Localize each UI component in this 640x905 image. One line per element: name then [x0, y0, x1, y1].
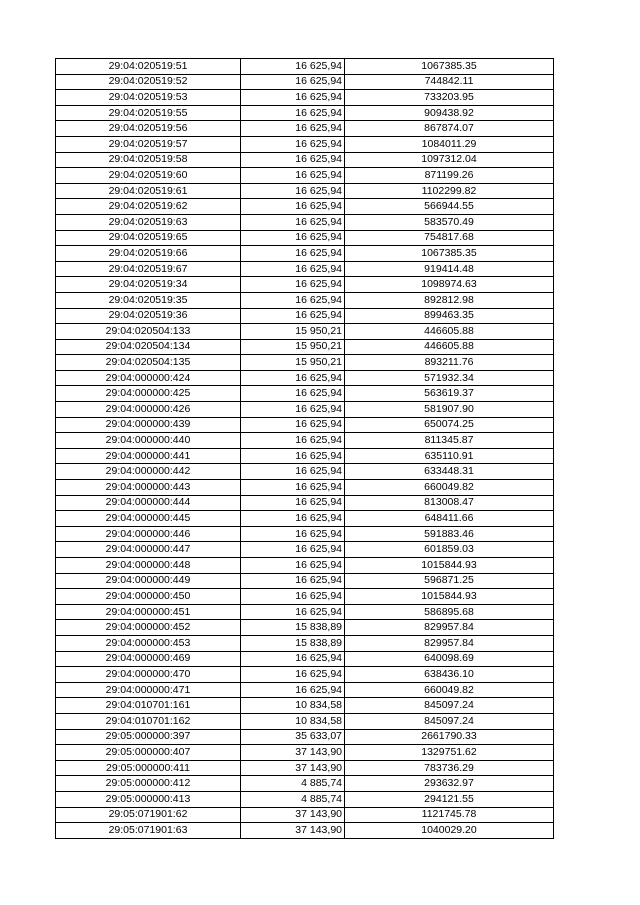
table-row [56, 168, 554, 184]
cadastral-value-cell: 919414.48 [345, 261, 554, 277]
cadastral-value-cell: 845097.24 [345, 698, 554, 714]
area-cell: 10 834,58 [241, 698, 345, 714]
cadastral-value-cell: 660049.82 [345, 682, 554, 698]
cadastral-value-cell: 446605.88 [345, 324, 554, 340]
area-cell: 16 625,94 [241, 526, 345, 542]
table-row [56, 464, 554, 480]
area-cell: 37 143,90 [241, 745, 345, 761]
cadastral-number-cell: 29:04:020519:52 [56, 74, 241, 90]
table-row [56, 573, 554, 589]
area-cell: 16 625,94 [241, 370, 345, 386]
cadastral-number-cell: 29:04:020519:57 [56, 136, 241, 152]
cadastral-number-cell: 29:04:020519:58 [56, 152, 241, 168]
area-cell: 15 838,89 [241, 635, 345, 651]
cadastral-value-cell: 783736.29 [345, 760, 554, 776]
area-cell: 16 625,94 [241, 448, 345, 464]
table-row [56, 745, 554, 761]
area-cell: 16 625,94 [241, 589, 345, 605]
area-cell: 16 625,94 [241, 433, 345, 449]
table-row [56, 542, 554, 558]
cadastral-value-cell: 1015844.93 [345, 558, 554, 574]
table-row [56, 604, 554, 620]
area-cell: 16 625,94 [241, 152, 345, 168]
cadastral-number-cell: 29:04:020504:133 [56, 324, 241, 340]
area-cell: 16 625,94 [241, 495, 345, 511]
cadastral-number-cell: 29:04:020519:51 [56, 59, 241, 75]
cadastral-value-cell: 829957.84 [345, 635, 554, 651]
cadastral-number-cell: 29:04:010701:162 [56, 713, 241, 729]
area-cell: 16 625,94 [241, 105, 345, 121]
area-cell: 16 625,94 [241, 230, 345, 246]
cadastral-number-cell: 29:04:000000:447 [56, 542, 241, 558]
cadastral-value-cell: 586895.68 [345, 604, 554, 620]
cadastral-value-cell: 744842.11 [345, 74, 554, 90]
cadastral-value-cell: 648411.66 [345, 511, 554, 527]
cadastral-value-cell: 899463.35 [345, 308, 554, 324]
table-row [56, 635, 554, 651]
table-row [56, 121, 554, 137]
cadastral-value-cell: 1067385.35 [345, 59, 554, 75]
table-row [56, 620, 554, 636]
area-cell: 16 625,94 [241, 573, 345, 589]
cadastral-value-cell: 829957.84 [345, 620, 554, 636]
area-cell: 16 625,94 [241, 682, 345, 698]
cadastral-value-cell: 811345.87 [345, 433, 554, 449]
table-row [56, 199, 554, 215]
cadastral-number-cell: 29:04:010701:161 [56, 698, 241, 714]
cadastral-value-cell: 892812.98 [345, 292, 554, 308]
cadastral-value-cell: 2661790.33 [345, 729, 554, 745]
area-cell: 16 625,94 [241, 464, 345, 480]
cadastral-number-cell: 29:04:000000:446 [56, 526, 241, 542]
table-row [56, 698, 554, 714]
cadastral-number-cell: 29:04:000000:426 [56, 402, 241, 418]
table-row [56, 183, 554, 199]
area-cell: 16 625,94 [241, 214, 345, 230]
cadastral-number-cell: 29:04:020519:36 [56, 308, 241, 324]
table-row [56, 682, 554, 698]
cadastral-value-cell: 909438.92 [345, 105, 554, 121]
table-row [56, 292, 554, 308]
area-cell: 15 950,21 [241, 339, 345, 355]
cadastral-number-cell: 29:04:020519:55 [56, 105, 241, 121]
table-row [56, 480, 554, 496]
area-cell: 16 625,94 [241, 121, 345, 137]
area-cell: 4 885,74 [241, 776, 345, 792]
table-row [56, 136, 554, 152]
cadastral-number-cell: 29:04:000000:442 [56, 464, 241, 480]
cadastral-number-cell: 29:04:020519:35 [56, 292, 241, 308]
area-cell: 16 625,94 [241, 136, 345, 152]
table-row [56, 261, 554, 277]
cadastral-value-cell: 1329751.62 [345, 745, 554, 761]
cadastral-value-cell: 1121745.78 [345, 807, 554, 823]
table-row [56, 433, 554, 449]
cadastral-number-cell: 29:04:000000:469 [56, 651, 241, 667]
cadastral-number-cell: 29:04:000000:471 [56, 682, 241, 698]
table-row [56, 277, 554, 293]
table-row [56, 214, 554, 230]
area-cell: 16 625,94 [241, 277, 345, 293]
area-cell: 16 625,94 [241, 90, 345, 106]
table-row [56, 355, 554, 371]
area-cell: 16 625,94 [241, 558, 345, 574]
table-row [56, 589, 554, 605]
table-row [56, 417, 554, 433]
cadastral-value-cell: 294121.55 [345, 791, 554, 807]
cadastral-value-cell: 633448.31 [345, 464, 554, 480]
cadastral-value-table [55, 58, 554, 839]
table-row [56, 713, 554, 729]
cadastral-number-cell: 29:04:000000:448 [56, 558, 241, 574]
table-row [56, 105, 554, 121]
cadastral-value-cell: 635110.91 [345, 448, 554, 464]
table-row [56, 74, 554, 90]
area-cell: 16 625,94 [241, 199, 345, 215]
table-row [56, 760, 554, 776]
area-cell: 16 625,94 [241, 261, 345, 277]
cadastral-number-cell: 29:04:020519:53 [56, 90, 241, 106]
cadastral-value-cell: 583570.49 [345, 214, 554, 230]
cadastral-number-cell: 29:04:020519:60 [56, 168, 241, 184]
cadastral-number-cell: 29:05:000000:407 [56, 745, 241, 761]
table-row [56, 152, 554, 168]
area-cell: 16 625,94 [241, 246, 345, 262]
cadastral-number-cell: 29:04:020519:67 [56, 261, 241, 277]
table-row [56, 402, 554, 418]
area-cell: 16 625,94 [241, 604, 345, 620]
cadastral-value-cell: 1098974.63 [345, 277, 554, 293]
table-row [56, 526, 554, 542]
table-row [56, 370, 554, 386]
area-cell: 16 625,94 [241, 168, 345, 184]
cadastral-value-cell: 813008.47 [345, 495, 554, 511]
cadastral-number-cell: 29:04:000000:424 [56, 370, 241, 386]
cadastral-value-cell: 1067385.35 [345, 246, 554, 262]
cadastral-number-cell: 29:04:020519:62 [56, 199, 241, 215]
cadastral-number-cell: 29:05:000000:411 [56, 760, 241, 776]
table-row [56, 324, 554, 340]
table-row [56, 308, 554, 324]
area-cell: 16 625,94 [241, 651, 345, 667]
area-cell: 16 625,94 [241, 292, 345, 308]
table-row [56, 495, 554, 511]
area-cell: 16 625,94 [241, 402, 345, 418]
cadastral-value-cell: 660049.82 [345, 480, 554, 496]
area-cell: 16 625,94 [241, 511, 345, 527]
cadastral-number-cell: 29:04:000000:445 [56, 511, 241, 527]
table-row [56, 667, 554, 683]
table-row [56, 230, 554, 246]
cadastral-number-cell: 29:04:020519:61 [56, 183, 241, 199]
area-cell: 15 950,21 [241, 355, 345, 371]
cadastral-value-cell: 733203.95 [345, 90, 554, 106]
cadastral-number-cell: 29:04:020519:63 [56, 214, 241, 230]
area-cell: 16 625,94 [241, 386, 345, 402]
area-cell: 16 625,94 [241, 480, 345, 496]
cadastral-value-cell: 893211.76 [345, 355, 554, 371]
area-cell: 16 625,94 [241, 417, 345, 433]
cadastral-value-cell: 596871.25 [345, 573, 554, 589]
table-row [56, 246, 554, 262]
area-cell: 16 625,94 [241, 183, 345, 199]
cadastral-value-cell: 754817.68 [345, 230, 554, 246]
cadastral-number-cell: 29:04:000000:450 [56, 589, 241, 605]
table-row [56, 386, 554, 402]
cadastral-number-cell: 29:04:000000:451 [56, 604, 241, 620]
cadastral-value-cell: 601859.03 [345, 542, 554, 558]
cadastral-number-cell: 29:04:020519:34 [56, 277, 241, 293]
table-row [56, 90, 554, 106]
cadastral-number-cell: 29:05:071901:63 [56, 823, 241, 839]
cadastral-number-cell: 29:05:000000:412 [56, 776, 241, 792]
table-row [56, 791, 554, 807]
cadastral-number-cell: 29:04:000000:425 [56, 386, 241, 402]
cadastral-number-cell: 29:05:000000:413 [56, 791, 241, 807]
cadastral-value-cell: 566944.55 [345, 199, 554, 215]
area-cell: 37 143,90 [241, 760, 345, 776]
area-cell: 37 143,90 [241, 807, 345, 823]
cadastral-value-cell: 563619.37 [345, 386, 554, 402]
table-row [56, 807, 554, 823]
cadastral-value-cell: 1102299.82 [345, 183, 554, 199]
cadastral-number-cell: 29:04:000000:439 [56, 417, 241, 433]
cadastral-number-cell: 29:04:000000:449 [56, 573, 241, 589]
table-row [56, 651, 554, 667]
table-row [56, 59, 554, 75]
table-row [56, 448, 554, 464]
area-cell: 35 633,07 [241, 729, 345, 745]
cadastral-value-cell: 446605.88 [345, 339, 554, 355]
table-row [56, 823, 554, 839]
cadastral-number-cell: 29:04:000000:452 [56, 620, 241, 636]
area-cell: 15 950,21 [241, 324, 345, 340]
cadastral-number-cell: 29:04:000000:444 [56, 495, 241, 511]
area-cell: 15 838,89 [241, 620, 345, 636]
table-row [56, 729, 554, 745]
cadastral-number-cell: 29:04:020519:66 [56, 246, 241, 262]
area-cell: 16 625,94 [241, 59, 345, 75]
cadastral-value-cell: 871199.26 [345, 168, 554, 184]
cadastral-value-cell: 293632.97 [345, 776, 554, 792]
area-cell: 10 834,58 [241, 713, 345, 729]
cadastral-value-cell: 571932.34 [345, 370, 554, 386]
cadastral-value-cell: 867874.07 [345, 121, 554, 137]
cadastral-number-cell: 29:04:020504:134 [56, 339, 241, 355]
cadastral-number-cell: 29:04:020519:65 [56, 230, 241, 246]
cadastral-value-cell: 1015844.93 [345, 589, 554, 605]
area-cell: 16 625,94 [241, 667, 345, 683]
cadastral-value-cell: 1084011.29 [345, 136, 554, 152]
cadastral-value-cell: 591883.46 [345, 526, 554, 542]
area-cell: 16 625,94 [241, 308, 345, 324]
cadastral-number-cell: 29:04:020519:56 [56, 121, 241, 137]
cadastral-number-cell: 29:04:000000:470 [56, 667, 241, 683]
cadastral-value-cell: 1040029.20 [345, 823, 554, 839]
area-cell: 37 143,90 [241, 823, 345, 839]
cadastral-value-cell: 638436.10 [345, 667, 554, 683]
cadastral-number-cell: 29:04:000000:440 [56, 433, 241, 449]
area-cell: 16 625,94 [241, 542, 345, 558]
cadastral-number-cell: 29:05:000000:397 [56, 729, 241, 745]
cadastral-number-cell: 29:04:000000:441 [56, 448, 241, 464]
table-row [56, 776, 554, 792]
cadastral-number-cell: 29:04:000000:443 [56, 480, 241, 496]
table-row [56, 339, 554, 355]
cadastral-number-cell: 29:04:000000:453 [56, 635, 241, 651]
table-row [56, 511, 554, 527]
cadastral-value-cell: 1097312.04 [345, 152, 554, 168]
cadastral-number-cell: 29:04:020504:135 [56, 355, 241, 371]
cadastral-value-cell: 650074.25 [345, 417, 554, 433]
area-cell: 16 625,94 [241, 74, 345, 90]
table-row [56, 558, 554, 574]
table-body [56, 59, 554, 839]
area-cell: 4 885,74 [241, 791, 345, 807]
cadastral-value-cell: 581907.90 [345, 402, 554, 418]
cadastral-number-cell: 29:05:071901:62 [56, 807, 241, 823]
cadastral-value-cell: 640098.69 [345, 651, 554, 667]
cadastral-value-cell: 845097.24 [345, 713, 554, 729]
